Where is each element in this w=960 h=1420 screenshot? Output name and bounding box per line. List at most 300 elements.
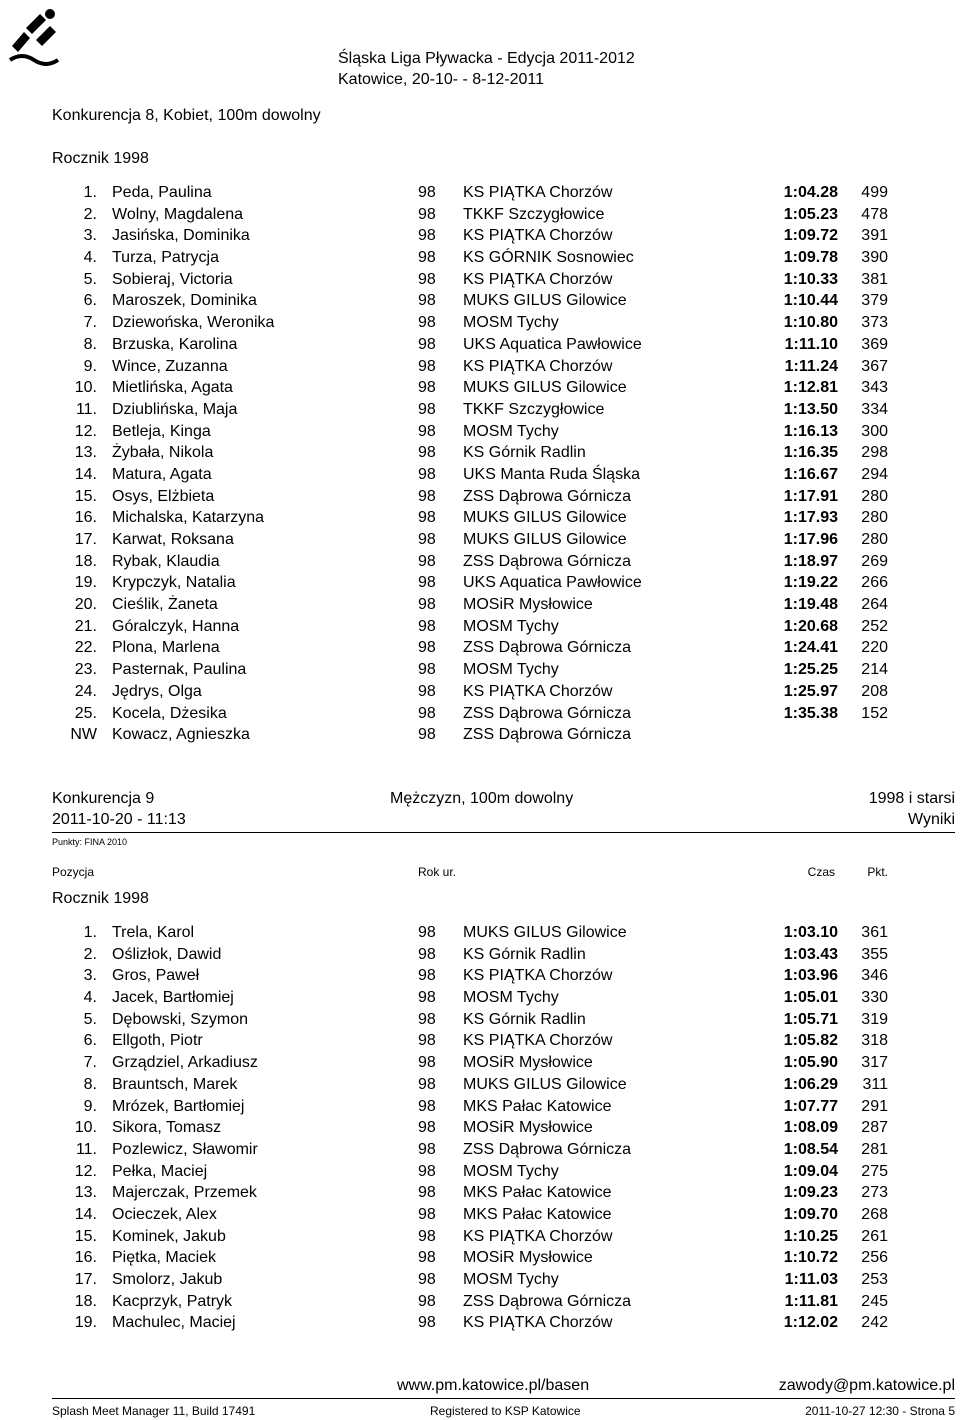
table-row (0, 356, 960, 378)
cell-place: 21. (74, 617, 97, 635)
cell-yob: 98 (418, 704, 436, 722)
cell-pts: 391 (861, 227, 888, 245)
column-header-time: Czas (807, 865, 835, 879)
cell-time: 1:11.03 (784, 1271, 838, 1288)
table-row (0, 594, 960, 616)
cell-place: 18. (74, 552, 97, 570)
cell-club: KS Górnik Radlin (463, 945, 586, 963)
cell-yob: 98 (418, 314, 436, 332)
cell-time: 1:03.43 (783, 945, 838, 963)
table-row (0, 922, 960, 944)
cell-yob: 98 (418, 1184, 436, 1202)
cell-time: 1:25.97 (783, 682, 838, 700)
cell-yob: 98 (418, 444, 436, 462)
cell-yob: 98 (418, 400, 436, 418)
cell-club: ZSS Dąbrowa Górnicza (463, 639, 632, 657)
table-row (0, 944, 960, 966)
footer-software: Splash Meet Manager 11, Build 17491 (52, 1404, 256, 1418)
page-subtitle: Katowice, 20-10- - 8-12-2011 (338, 71, 545, 88)
cell-time: 1:09.04 (783, 1162, 838, 1180)
table-row (0, 572, 960, 594)
cell-place: 13. (74, 444, 97, 462)
cell-place: 6. (83, 1032, 97, 1050)
cell-name: Machulec, Maciej (112, 1314, 236, 1332)
cell-pts: 264 (861, 596, 888, 614)
footer-url[interactable]: www.pm.katowice.pl/basen (397, 1377, 590, 1394)
cell-place: 16. (74, 1249, 97, 1267)
cell-place: 1. (83, 184, 97, 201)
cell-pts: 298 (861, 444, 888, 462)
table-row (0, 204, 960, 226)
table-row (0, 987, 960, 1009)
cell-time: 1:16.13 (783, 422, 838, 440)
event-9-year-group: Rocznik 1998 (52, 890, 149, 907)
table-row (0, 1182, 960, 1204)
cell-pts: 367 (861, 357, 888, 375)
cell-club: MOSM Tychy (463, 1162, 559, 1180)
cell-pts: 287 (861, 1119, 888, 1137)
table-row (0, 1161, 960, 1183)
cell-time: 1:35.38 (783, 704, 838, 722)
cell-name: Jacek, Bartłomiej (112, 989, 234, 1007)
cell-yob: 98 (418, 1249, 436, 1267)
cell-place: 4. (83, 989, 97, 1007)
cell-club: ZSS Dąbrowa Górnicza (463, 487, 632, 505)
cell-time: 1:17.96 (783, 531, 838, 548)
cell-yob: 98 (418, 227, 436, 245)
table-row (0, 464, 960, 486)
cell-place: 10. (74, 379, 97, 397)
cell-club: MOSM Tychy (463, 422, 559, 440)
cell-yob: 98 (418, 1054, 436, 1072)
cell-place: 3. (83, 227, 97, 245)
cell-name: Matura, Agata (112, 465, 212, 483)
cell-club: MUKS GILUS Gilowice (463, 292, 627, 310)
cell-yob: 98 (418, 552, 436, 570)
cell-club: KS PIĄTKA Chorzów (463, 270, 613, 288)
cell-club: KS GÓRNIK Sosnowiec (463, 249, 634, 267)
table-row (0, 551, 960, 573)
cell-time: 1:13.50 (783, 400, 838, 418)
cell-name: Ellgoth, Piotr (112, 1032, 203, 1050)
cell-name: Peda, Paulina (112, 184, 212, 201)
cell-name: Grządziel, Arkadiusz (112, 1054, 258, 1072)
cell-club: MOSiR Mysłowice (463, 1054, 593, 1072)
cell-pts: 245 (861, 1292, 888, 1310)
cell-place: 4. (83, 249, 97, 267)
cell-pts: 478 (861, 205, 888, 223)
cell-yob: 98 (418, 617, 436, 635)
cell-pts: 317 (861, 1054, 888, 1072)
cell-time: 1:03.10 (783, 924, 838, 941)
event-9-datetime: 2011-10-20 - 11:13 (52, 811, 186, 828)
cell-club: KS PIĄTKA Chorzów (463, 357, 613, 375)
footer-email[interactable]: zawody@pm.katowice.pl (778, 1377, 955, 1394)
cell-pts: 220 (861, 639, 888, 657)
event-8-year-group: Rocznik 1998 (52, 150, 149, 167)
cell-yob: 98 (418, 487, 436, 505)
cell-yob: 98 (418, 1314, 436, 1332)
table-row (0, 1139, 960, 1161)
cell-time: 1:16.67 (783, 465, 838, 483)
cell-yob: 98 (418, 967, 436, 985)
cell-time: 1:10.80 (783, 314, 838, 332)
cell-place: 19. (74, 1314, 97, 1332)
cell-club: ZSS Dąbrowa Górnicza (463, 1140, 632, 1158)
column-header-position: Pozycja (52, 865, 95, 879)
cell-yob: 98 (418, 596, 436, 614)
divider (52, 832, 955, 833)
cell-name: Plona, Marlena (112, 639, 220, 657)
cell-place: 13. (74, 1184, 97, 1202)
cell-pts: 214 (861, 661, 888, 679)
cell-place: 16. (74, 509, 97, 527)
cell-time: 1:18.97 (783, 552, 838, 570)
cell-time: 1:17.93 (783, 509, 838, 527)
cell-place: 25. (74, 704, 97, 722)
cell-yob: 98 (418, 1010, 436, 1028)
cell-club: TKKF Szczygłowice (463, 205, 605, 223)
cell-yob: 98 (418, 639, 436, 657)
cell-yob: 98 (418, 574, 436, 592)
table-row (0, 1052, 960, 1074)
cell-pts: 300 (861, 422, 888, 440)
cell-time: 1:09.23 (783, 1184, 838, 1202)
cell-name: Kominek, Jakub (112, 1227, 226, 1245)
cell-club: KS PIĄTKA Chorzów (463, 682, 613, 700)
table-row (0, 1117, 960, 1139)
cell-name: Wolny, Magdalena (112, 205, 244, 223)
table-row (0, 659, 960, 681)
cell-yob: 98 (418, 531, 436, 548)
cell-name: Majerczak, Przemek (112, 1184, 257, 1202)
cell-yob: 98 (418, 1140, 436, 1158)
cell-place: NW (70, 726, 97, 744)
cell-pts: 379 (861, 292, 888, 310)
cell-name: Jasińska, Dominika (112, 227, 250, 245)
cell-club: MKS Pałac Katowice (463, 1184, 612, 1202)
table-row (0, 616, 960, 638)
table-row (0, 965, 960, 987)
cell-time: 1:20.68 (783, 617, 838, 635)
cell-pts: 346 (861, 967, 888, 985)
cell-name: Gros, Paweł (112, 967, 200, 985)
cell-pts: 280 (861, 487, 888, 505)
cell-yob: 98 (418, 184, 436, 201)
cell-place: 5. (83, 270, 97, 288)
cell-place: 7. (83, 314, 97, 332)
cell-yob: 98 (418, 661, 436, 679)
footer-stamp: 2011-10-27 12:30 - Strona 5 (805, 1404, 955, 1418)
table-row (0, 377, 960, 399)
cell-name: Turza, Patrycja (112, 249, 219, 267)
cell-club: MOSiR Mysłowice (463, 596, 593, 614)
cell-club: MOSM Tychy (463, 989, 559, 1007)
cell-club: MKS Pałac Katowice (463, 1097, 612, 1115)
table-row (0, 182, 960, 204)
cell-pts: 311 (862, 1075, 888, 1093)
cell-name: Dziewońska, Weronika (112, 314, 275, 332)
cell-name: Żybała, Nikola (112, 444, 214, 462)
cell-time: 1:10.25 (783, 1227, 838, 1245)
cell-place: 15. (74, 1227, 97, 1245)
cell-club: MUKS GILUS Gilowice (463, 1075, 627, 1093)
cell-pts: 269 (861, 552, 888, 570)
cell-pts: 208 (861, 682, 888, 700)
cell-time: 1:09.78 (783, 249, 838, 267)
cell-yob: 98 (418, 509, 436, 527)
cell-name: Kacprzyk, Patryk (112, 1292, 233, 1310)
table-row (0, 399, 960, 421)
cell-name: Smolorz, Jakub (112, 1271, 223, 1288)
cell-name: Ocieczek, Alex (112, 1205, 217, 1223)
cell-pts: 268 (861, 1205, 888, 1223)
cell-club: KS Górnik Radlin (463, 444, 586, 462)
cell-name: Brauntsch, Marek (112, 1075, 238, 1093)
cell-name: Oślizłok, Dawid (112, 945, 222, 963)
cell-place: 17. (74, 531, 97, 548)
cell-name: Mietlińska, Agata (112, 379, 233, 397)
cell-place: 3. (83, 967, 97, 985)
cell-place: 11. (75, 400, 97, 418)
table-row (0, 1009, 960, 1031)
table-row (0, 442, 960, 464)
cell-time: 1:11.24 (784, 357, 838, 375)
cell-yob: 98 (418, 379, 436, 397)
cell-name: Góralczyk, Hanna (112, 617, 240, 635)
cell-place: 24. (74, 682, 97, 700)
cell-name: Dziublińska, Maja (112, 400, 238, 418)
cell-place: 14. (74, 1205, 97, 1223)
cell-yob: 98 (418, 1227, 436, 1245)
cell-name: Karwat, Roksana (112, 531, 234, 548)
table-row (0, 1269, 960, 1291)
cell-time: 1:12.02 (783, 1314, 838, 1332)
cell-time: 1:04.28 (783, 184, 838, 201)
cell-pts: 330 (861, 989, 888, 1007)
cell-place: 2. (83, 945, 97, 963)
cell-name: Kocela, Dżesika (112, 704, 227, 722)
cell-time: 1:08.54 (783, 1140, 838, 1158)
cell-time: 1:05.90 (783, 1054, 838, 1072)
cell-name: Osys, Elżbieta (112, 487, 215, 505)
table-row (0, 312, 960, 334)
cell-place: 7. (83, 1054, 97, 1072)
cell-yob: 98 (418, 1292, 436, 1310)
cell-club: UKS Aquatica Pawłowice (463, 574, 642, 592)
cell-club: MOSM Tychy (463, 314, 559, 332)
cell-pts: 280 (861, 531, 888, 548)
cell-place: 10. (74, 1119, 97, 1137)
cell-pts: 275 (861, 1162, 888, 1180)
event-8-title: Konkurencja 8, Kobiet, 100m dowolny (52, 107, 321, 124)
footer-divider (52, 1398, 955, 1399)
cell-club: MOSiR Mysłowice (463, 1119, 593, 1137)
cell-pts: 373 (861, 314, 888, 332)
cell-name: Trela, Karol (112, 924, 195, 941)
cell-club: KS PIĄTKA Chorzów (463, 967, 613, 985)
cell-yob: 98 (418, 1075, 436, 1093)
cell-yob: 98 (418, 682, 436, 700)
table-row (0, 1291, 960, 1313)
cell-name: Brzuska, Karolina (112, 335, 238, 353)
cell-place: 20. (74, 596, 97, 614)
cell-club: MOSM Tychy (463, 617, 559, 635)
cell-club: ZSS Dąbrowa Górnicza (463, 552, 632, 570)
cell-club: KS Górnik Radlin (463, 1010, 586, 1028)
table-row (0, 1074, 960, 1096)
cell-pts: 281 (861, 1140, 888, 1158)
table-row (0, 1226, 960, 1248)
cell-pts: 152 (861, 704, 888, 722)
cell-place: 11. (75, 1140, 97, 1158)
points-note: Punkty: FINA 2010 (52, 837, 128, 847)
cell-place: 12. (74, 422, 97, 440)
cell-yob: 98 (418, 989, 436, 1007)
table-row (0, 1030, 960, 1052)
cell-pts: 261 (861, 1227, 888, 1245)
cell-club: MUKS GILUS Gilowice (463, 509, 627, 527)
cell-pts: 390 (861, 249, 888, 267)
cell-place: 9. (83, 357, 97, 375)
cell-name: Dębowski, Szymon (112, 1010, 249, 1028)
cell-time: 1:24.41 (783, 639, 838, 657)
cell-yob: 98 (418, 924, 436, 941)
cell-club: MOSiR Mysłowice (463, 1249, 593, 1267)
cell-pts: 242 (861, 1314, 888, 1332)
cell-time: 1:10.33 (783, 270, 838, 288)
event-9-results-label: Wyniki (908, 811, 955, 828)
table-row (0, 724, 960, 746)
cell-pts: 280 (861, 509, 888, 527)
cell-pts: 369 (861, 335, 888, 353)
cell-time: 1:05.82 (783, 1032, 838, 1050)
event-9-results (0, 922, 960, 1334)
cell-name: Pozlewicz, Sławomir (112, 1140, 258, 1158)
cell-place: 1. (83, 924, 97, 941)
cell-pts: 294 (861, 465, 888, 483)
footer-registered: Registered to KSP Katowice (430, 1404, 581, 1418)
cell-place: 5. (83, 1010, 97, 1028)
cell-name: Maroszek, Dominika (112, 292, 257, 310)
cell-yob: 98 (418, 1162, 436, 1180)
cell-yob: 98 (418, 422, 436, 440)
cell-pts: 355 (861, 945, 888, 963)
cell-time: 1:08.09 (783, 1119, 838, 1137)
page-title: Śląska Liga Pływacka - Edycja 2011-2012 (338, 50, 635, 67)
cell-club: KS PIĄTKA Chorzów (463, 1227, 613, 1245)
cell-name: Pasternak, Paulina (112, 661, 247, 679)
event-8-results (0, 182, 960, 746)
table-row (0, 334, 960, 356)
cell-yob: 98 (418, 945, 436, 963)
cell-club: MOSM Tychy (463, 661, 559, 679)
cell-yob: 98 (418, 1271, 436, 1288)
table-row (0, 681, 960, 703)
cell-pts: 499 (861, 184, 888, 201)
cell-name: Sobieraj, Victoria (112, 270, 233, 288)
cell-time: 1:16.35 (783, 444, 838, 462)
cell-time: 1:09.70 (783, 1205, 838, 1223)
table-row (0, 1312, 960, 1334)
cell-place: 8. (83, 335, 97, 353)
cell-place: 22. (74, 639, 97, 657)
cell-name: Rybak, Klaudia (112, 552, 220, 570)
column-header-points: Pkt. (867, 865, 888, 879)
cell-time: 1:11.81 (784, 1292, 838, 1310)
cell-club: ZSS Dąbrowa Górnicza (463, 1292, 632, 1310)
cell-pts: 381 (861, 270, 888, 288)
cell-name: Michalska, Katarzyna (112, 509, 265, 527)
cell-yob: 98 (418, 726, 436, 744)
table-row (0, 290, 960, 312)
table-row (0, 507, 960, 529)
cell-name: Mrózek, Bartłomiej (112, 1097, 245, 1115)
cell-club: ZSS Dąbrowa Górnicza (463, 726, 632, 744)
cell-place: 8. (83, 1075, 97, 1093)
swimmer-logo-icon (6, 6, 64, 66)
cell-time: 1:06.29 (783, 1075, 838, 1093)
table-row (0, 637, 960, 659)
cell-yob: 98 (418, 1119, 436, 1137)
cell-name: Pełka, Maciej (112, 1162, 208, 1180)
cell-place: 17. (74, 1271, 97, 1288)
table-row (0, 247, 960, 269)
cell-yob: 98 (418, 270, 436, 288)
cell-pts: 343 (861, 379, 888, 397)
table-row (0, 1247, 960, 1269)
cell-place: 23. (74, 661, 97, 679)
cell-place: 9. (83, 1097, 97, 1115)
table-row (0, 1096, 960, 1118)
cell-club: KS PIĄTKA Chorzów (463, 227, 613, 245)
cell-pts: 318 (861, 1032, 888, 1050)
cell-pts: 361 (861, 924, 888, 941)
cell-name: Cieślik, Żaneta (112, 596, 218, 614)
cell-yob: 98 (418, 1097, 436, 1115)
cell-time: 1:03.96 (783, 967, 838, 985)
cell-name: Piętka, Maciek (112, 1249, 217, 1267)
cell-club: MKS Pałac Katowice (463, 1205, 612, 1223)
cell-place: 12. (74, 1162, 97, 1180)
table-row (0, 703, 960, 725)
cell-pts: 266 (861, 574, 888, 592)
cell-club: MUKS GILUS Gilowice (463, 924, 627, 941)
cell-club: KS PIĄTKA Chorzów (463, 184, 613, 201)
cell-place: 15. (74, 487, 97, 505)
cell-time: 1:19.48 (783, 596, 838, 614)
cell-pts: 319 (861, 1010, 888, 1028)
cell-time: 1:05.01 (783, 989, 838, 1007)
cell-name: Wince, Zuzanna (112, 357, 228, 375)
cell-yob: 98 (418, 1205, 436, 1223)
cell-time: 1:05.71 (783, 1010, 838, 1028)
cell-time: 1:19.22 (783, 574, 838, 592)
cell-club: MOSM Tychy (463, 1271, 559, 1288)
cell-place: 14. (74, 465, 97, 483)
cell-yob: 98 (418, 465, 436, 483)
event-9-label: Konkurencja 9 (52, 790, 155, 807)
table-row (0, 421, 960, 443)
cell-club: MUKS GILUS Gilowice (463, 379, 627, 397)
cell-club: TKKF Szczygłowice (463, 400, 605, 418)
cell-club: UKS Manta Ruda Śląska (463, 465, 640, 483)
cell-club: KS PIĄTKA Chorzów (463, 1314, 613, 1332)
cell-place: 18. (74, 1292, 97, 1310)
cell-pts: 253 (861, 1271, 888, 1288)
cell-time: 1:17.91 (783, 487, 838, 505)
cell-time: 1:10.72 (783, 1249, 838, 1267)
